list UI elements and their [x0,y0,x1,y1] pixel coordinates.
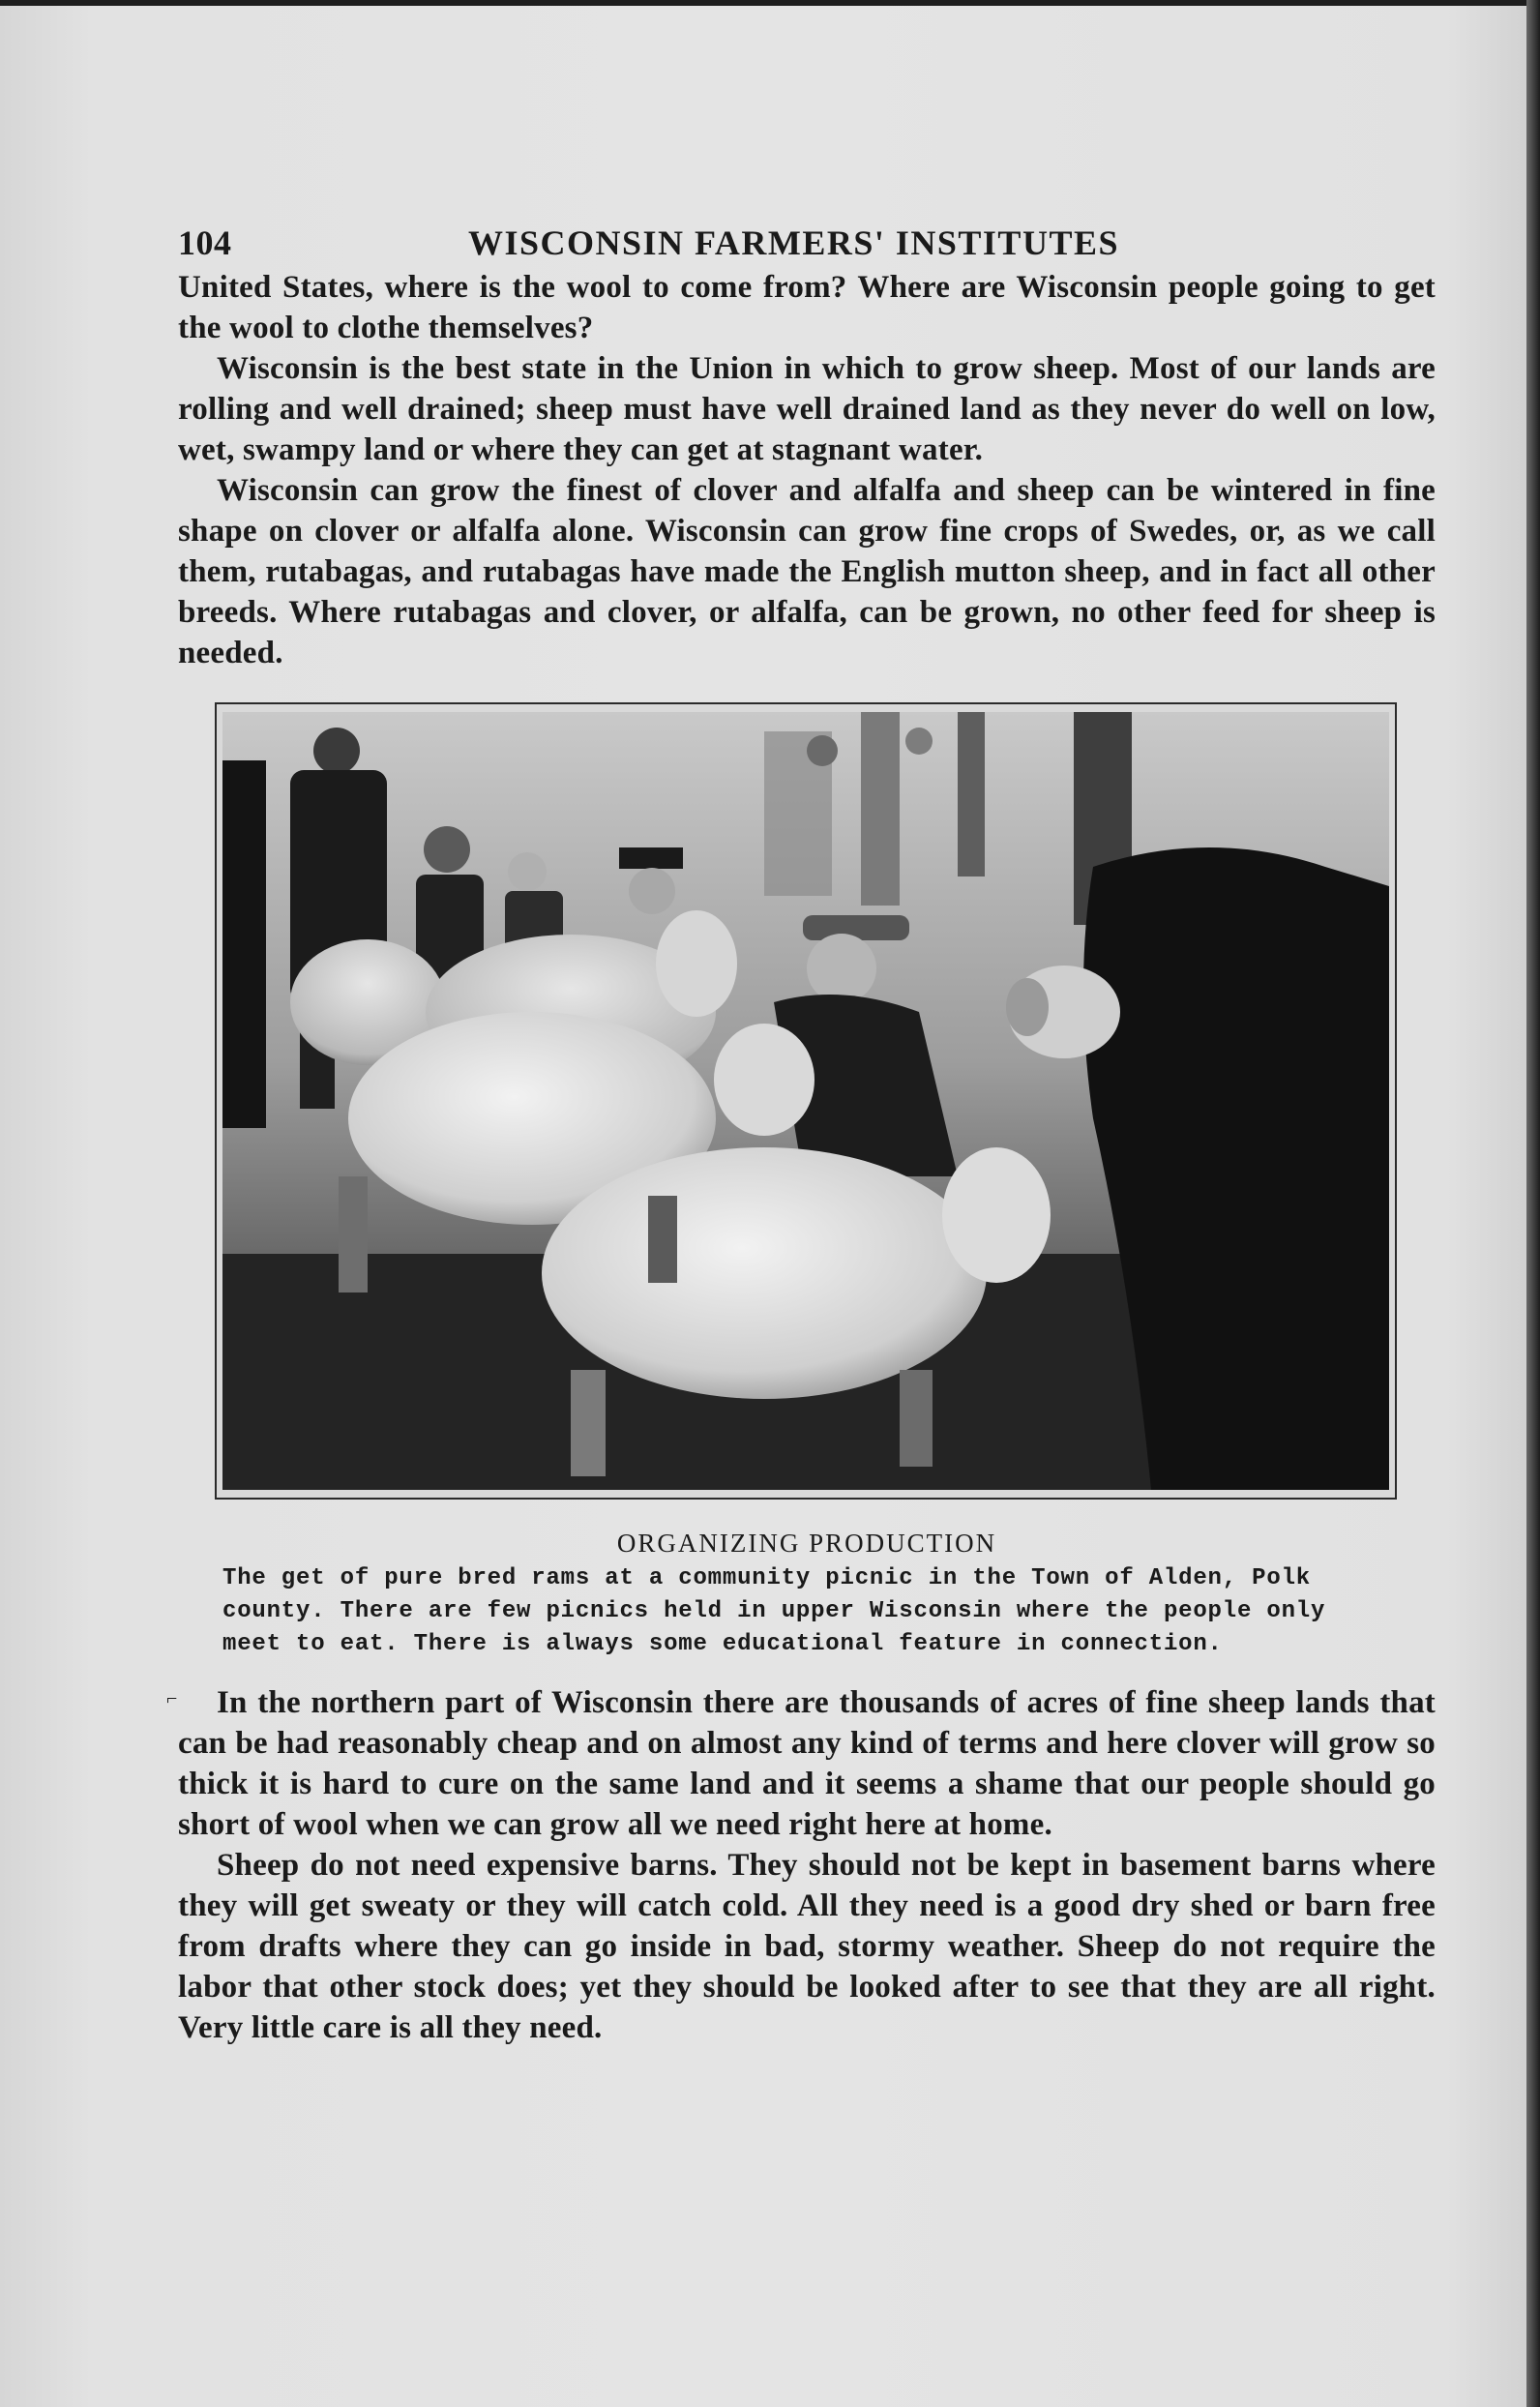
paragraph: Wisconsin can grow the finest of clover and alfalfa and sheep can be wintered in fine shape on clover or alfalfa alone. Wisconsin can grow fine crops of Swedes, or, as we call them, rutabagas, and rutabagas have made the English mutton sheep, and in fact all other breeds. Where rutabagas and clover, or alfalfa, can be grown, no other feed for sheep is needed. [178,473,1436,670]
figure-caption-body: The get of pure bred rams at a community picnic in the Town of Alden, Polk county. There are few picnics held in upper Wisconsin where the people only meet to eat. There is always some educational feature in connection. [222,1565,1326,1657]
bottom-text-block [166,1682,1436,2048]
paragraph: Sheep do not need expensive barns. They should not be kept in basement barns where they will get sweaty or they will catch cold. All they need is a good dry shed or barn free from drafts where they can go inside in bad, stormy weather. Sheep do not require the labor that other stock does; yet they should be looked after to see that they are all right. Very little care is all they need. [178,1848,1436,2045]
figure-caption-title: ORGANIZING PRODUCTION [616,1529,997,1558]
running-head [178,213,1436,267]
photograph-plate [215,702,1397,1500]
scan-top-edge [0,0,1540,6]
paragraph: United States, where is the wool to come from? Where are Wisconsin people going to get the wool to clothe themselves? [178,270,1436,345]
printer-mark: ⌐ [166,1688,178,1709]
sheep-show-photograph [222,712,1389,1490]
book-page [166,213,1436,2048]
page-number: 104 [178,223,232,262]
paragraph: In the northern part of Wisconsin there are thousands of acres of fine sheep lands that can be had reasonably cheap and on almost any kind of terms and here clover will grow so thick it is hard to cure on the same land and it seems a shame that our people should go short of wool when we can grow all we need right here at home. [178,1685,1436,1842]
running-head-title: WISCONSIN FARMERS' INSTITUTES [468,223,1119,262]
paragraph: Wisconsin is the best state in the Union in which to grow sheep. Most of our lands are rolling and well drained; sheep must have well drained land as they never do well on low, wet, swampy land or where they can get at stagnant water. [178,351,1436,467]
scan-right-edge [1526,0,1540,2407]
